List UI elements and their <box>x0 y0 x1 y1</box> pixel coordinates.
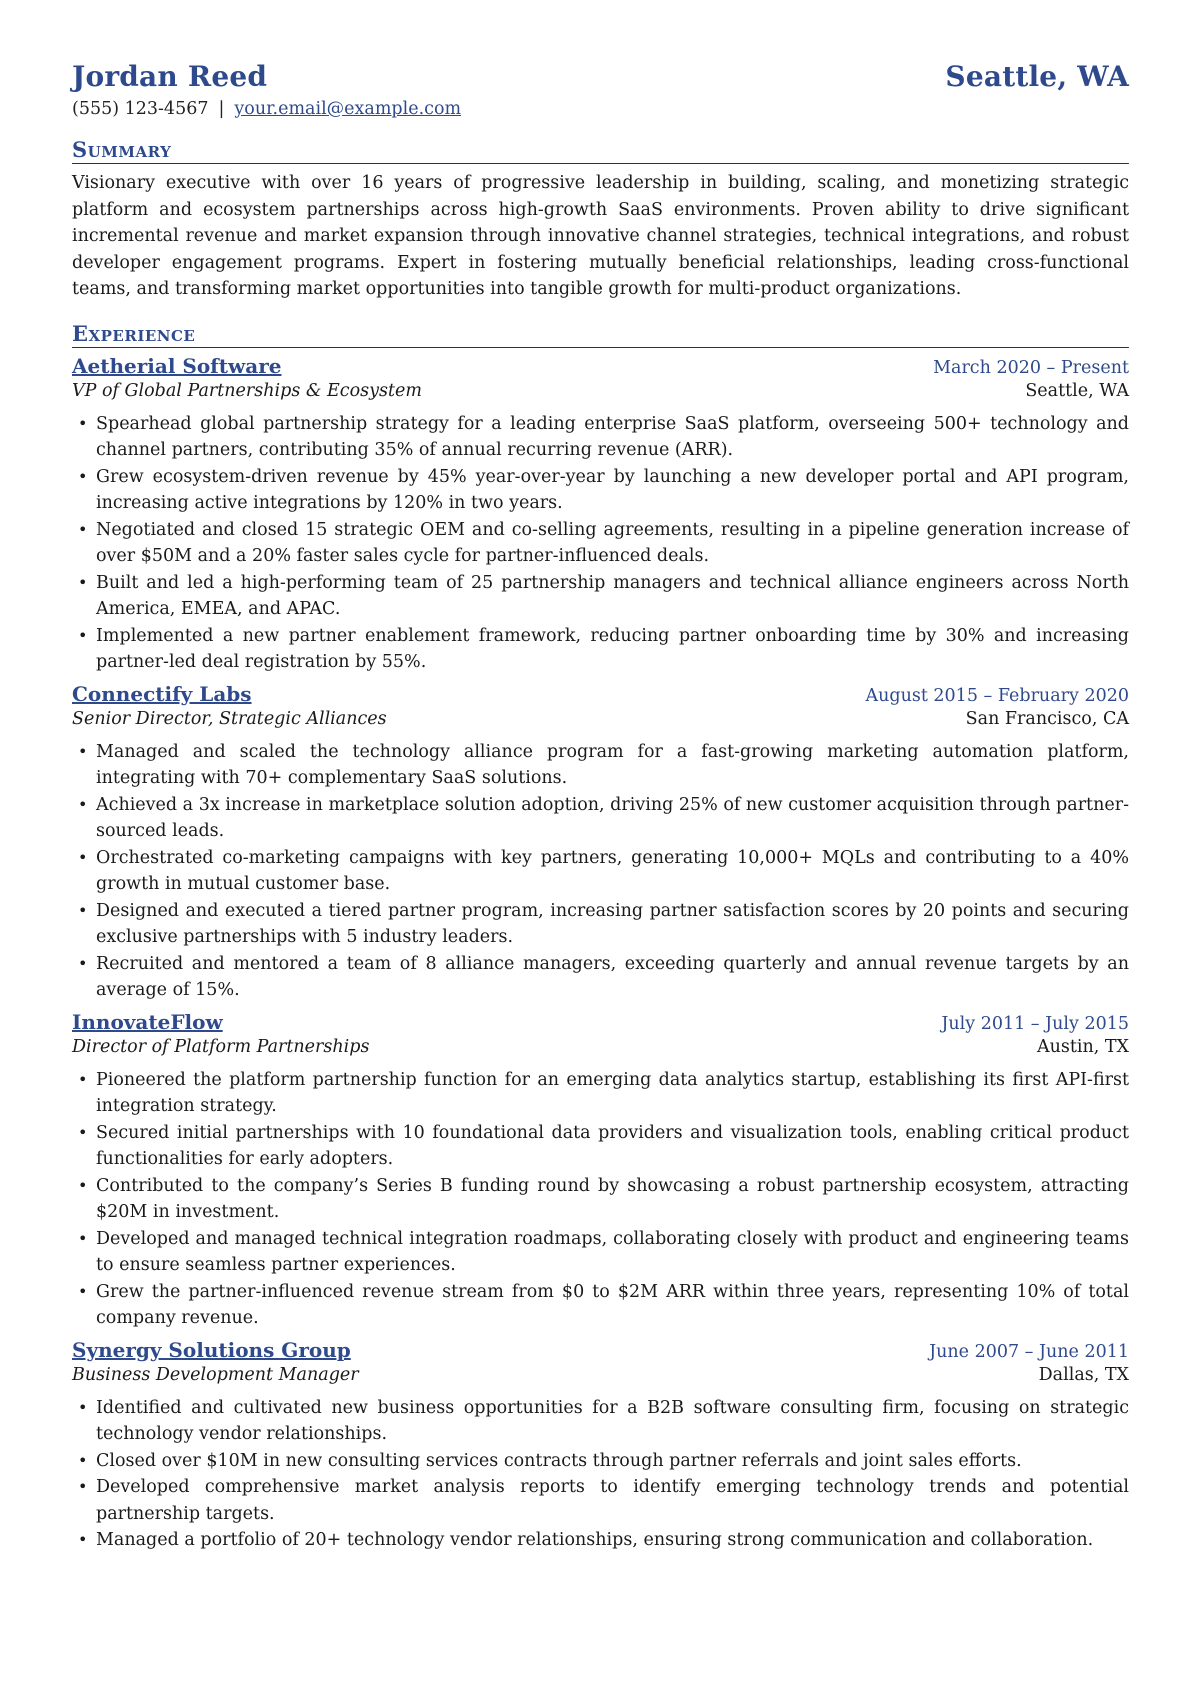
experience-heading: Experience <box>72 321 1129 348</box>
bullet-item: • Designed and executed a tiered partner program, increasing partner satisfaction scores by 20 points and securing exclusive partnerships with 5 industry leaders. <box>96 898 1129 951</box>
job-location: Austin, TX <box>1036 1036 1129 1057</box>
job-bullets <box>72 1067 1129 1332</box>
job-header <box>72 682 1129 706</box>
bullet-item: • Managed and scaled the technology alliance program for a fast-growing marketing automation platform, integrating with 70+ complementary SaaS solutions. <box>96 739 1129 792</box>
contact-separator: | <box>218 99 225 119</box>
job-header <box>72 354 1129 378</box>
bullet-item: • Implemented a new partner enablement framework, reducing partner onboarding time by 30% and increasing partner-led deal registration by 55%. <box>96 623 1129 676</box>
company-name-link[interactable]: InnovateFlow <box>72 1009 223 1034</box>
bullet-item: • Identified and cultivated new business opportunities for a B2B software consulting firm, focusing on strategic technology vendor relationships. <box>96 1395 1129 1448</box>
resume-page <box>72 60 1129 1554</box>
job-header <box>72 1338 1129 1362</box>
job-title: Senior Director, Strategic Alliances <box>72 708 387 729</box>
resume-header <box>72 60 1129 93</box>
job-title: VP of Global Partnerships & Ecosystem <box>72 380 422 401</box>
job-entry <box>72 682 1129 1004</box>
experience-list <box>72 354 1129 1554</box>
company-name-link[interactable]: Connectify Labs <box>72 681 252 706</box>
job-dates: July 2011 – July 2015 <box>941 1013 1129 1034</box>
bullet-item: • Spearhead global partnership strategy for a leading enterprise SaaS platform, overseeing 500+ technology and channel partners, contributing 35% of annual recurring revenue (ARR). <box>96 411 1129 464</box>
job-bullets <box>72 739 1129 1004</box>
bullet-item: • Closed over $10M in new consulting services contracts through partner referrals and joint sales efforts. <box>96 1448 1129 1475</box>
job-subheader <box>72 1037 1129 1057</box>
candidate-name: Jordan Reed <box>72 60 268 93</box>
job-header <box>72 1010 1129 1034</box>
job-title: Business Development Manager <box>72 1364 359 1385</box>
job-title: Director of Platform Partnerships <box>72 1036 370 1057</box>
bullet-item: • Achieved a 3x increase in marketplace solution adoption, driving 25% of new customer acquisition through partner-sourced leads. <box>96 792 1129 845</box>
candidate-location: Seattle, WA <box>945 60 1129 93</box>
bullet-item: • Negotiated and closed 15 strategic OEM and co-selling agreements, resulting in a pipeline generation increase of over $50M and a 20% faster sales cycle for partner-influenced deals. <box>96 517 1129 570</box>
job-location: San Francisco, CA <box>965 708 1129 729</box>
job-bullets <box>72 411 1129 676</box>
bullet-item: • Built and led a high-performing team of 25 partnership managers and technical alliance engineers across North America, EMEA, and APAC. <box>96 570 1129 623</box>
summary-text: Visionary executive with over 16 years of progressive leadership in building, scaling, and monetizing strategic platform and ecosystem partnerships across high-growth SaaS environments. Proven ability to drive significant incremental revenue and market expansion through innovative channel strategies, technical integrations, and robust developer engagement programs. Expert in fostering mutually beneficial relationships, leading cross-functional teams, and transforming market opportunities into tangible growth for multi-product organizations. <box>72 173 1129 299</box>
job-dates: August 2015 – February 2020 <box>865 685 1129 706</box>
bullet-item: • Developed and managed technical integration roadmaps, collaborating closely with product and engineering teams to ensure seamless partner experiences. <box>96 1226 1129 1279</box>
job-subheader <box>72 1365 1129 1385</box>
bullet-item: • Pioneered the platform partnership function for an emerging data analytics startup, establishing its first API-first integration strategy. <box>96 1067 1129 1120</box>
job-entry <box>72 1338 1129 1554</box>
bullet-item: • Secured initial partnerships with 10 foundational data providers and visualization tools, enabling critical product functionalities for early adopters. <box>96 1120 1129 1173</box>
bullet-item: • Contributed to the company’s Series B funding round by showcasing a robust partnership ecosystem, attracting $20M in investment. <box>96 1173 1129 1226</box>
bullet-item: • Grew the partner-influenced revenue stream from $0 to $2M ARR within three years, representing 10% of total company revenue. <box>96 1279 1129 1332</box>
bullet-item: • Grew ecosystem-driven revenue by 45% year-over-year by launching a new developer portal and API program, increasing active integrations by 120% in two years. <box>96 464 1129 517</box>
bullet-item: • Developed comprehensive market analysis reports to identify emerging technology trends and potential partnership targets. <box>96 1474 1129 1527</box>
company-name-link[interactable]: Aetherial Software <box>72 353 282 378</box>
bullet-item: • Orchestrated co-marketing campaigns with key partners, generating 10,000+ MQLs and contributing to a 40% growth in mutual customer base. <box>96 845 1129 898</box>
job-bullets <box>72 1395 1129 1554</box>
job-dates: June 2007 – June 2011 <box>929 1341 1129 1362</box>
bullet-item: • Recruited and mentored a team of 8 alliance managers, exceeding quarterly and annual revenue targets by an average of 15%. <box>96 951 1129 1004</box>
phone-number: (555) 123-4567 <box>72 99 209 119</box>
bullet-item: • Managed a portfolio of 20+ technology vendor relationships, ensuring strong communication and collaboration. <box>96 1527 1129 1554</box>
job-entry <box>72 354 1129 676</box>
job-location: Seattle, WA <box>1025 380 1129 401</box>
job-location: Dallas, TX <box>1038 1364 1129 1385</box>
job-dates: March 2020 – Present <box>933 357 1129 378</box>
contact-line <box>72 99 1129 119</box>
job-subheader <box>72 381 1129 401</box>
job-subheader <box>72 709 1129 729</box>
summary-heading: Summary <box>72 137 1129 164</box>
company-name-link[interactable]: Synergy Solutions Group <box>72 1337 351 1362</box>
job-entry <box>72 1010 1129 1332</box>
email-link[interactable]: your.email@example.com <box>234 99 462 119</box>
